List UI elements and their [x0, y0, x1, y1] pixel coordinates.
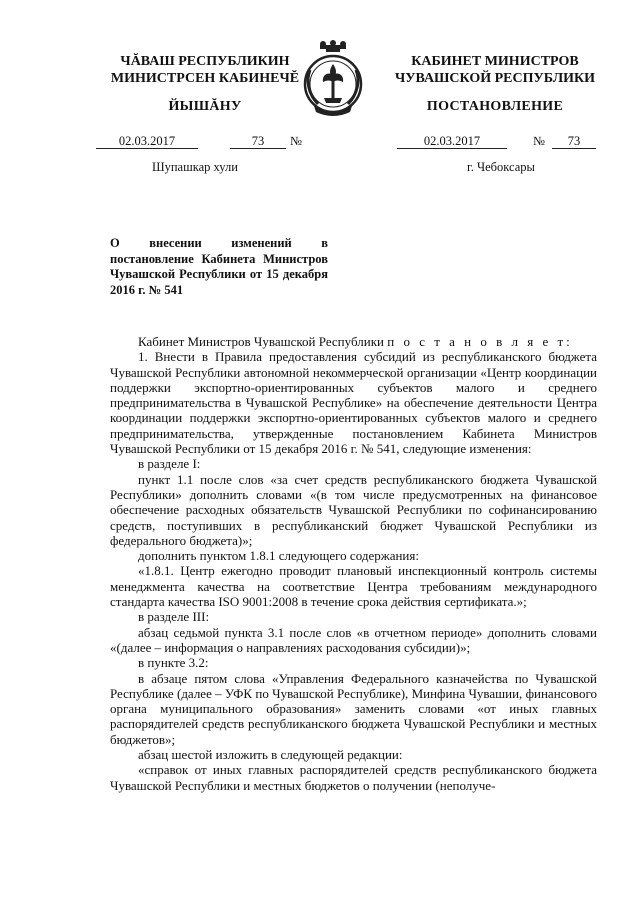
left-date: 02.03.2017 — [96, 134, 198, 149]
body-paragraph: в разделе I: — [138, 456, 201, 472]
body-text-span: Кабинет Министров Чувашской Республики — [138, 334, 384, 349]
body-paragraph: 1. Внести в Правила предоставления субсидий из республиканского бюджета Чувашской Республики автономной некоммерческой организации «Центр координации поддержки экспортно-ориентированных субъектов малого и среднего предпринимательства в Чувашской Республике» на обеспечение деятельности Центра координации поддержки экспортно-ориентированных субъектов малого и среднего предпринимательства, утвержденные постановлением Кабинета Министров Чувашской Республики от 15 декабря 2016 г. № 541, следующие изменения: — [110, 349, 597, 457]
right-number-sign: № — [533, 134, 545, 148]
left-header — [100, 53, 310, 87]
body-paragraph: абзац шестой изложить в следующей редакции: — [138, 747, 403, 763]
body-paragraph: «справок от иных главных распорядителей средств республиканского бюджета Чувашской Республики и местных бюджетов о получении (неполуче- — [110, 762, 597, 793]
body-paragraph: в пункте 3.2: — [138, 655, 209, 671]
chuvash-emblem-icon — [296, 40, 370, 116]
document-body — [110, 334, 597, 793]
document-subject: О внесении изменений в постановление Кабинета Министров Чувашской Республики от 15 декабря 2016 г. № 541 — [110, 236, 328, 297]
body-text-span: п о с т а н о в л я е т: — [387, 334, 573, 349]
body-paragraph: абзац седьмой пункта 3.1 после слов «в отчетном периоде» дополнить словами «(далее – информация о направлениях расходования субсидии)»; — [110, 624, 597, 655]
left-number: 73 — [230, 134, 286, 149]
right-date: 02.03.2017 — [397, 134, 507, 149]
body-paragraph: дополнить пунктом 1.8.1 следующего содержания: — [138, 548, 419, 564]
left-doc-type: ЙЫШĂНУ — [168, 99, 242, 114]
right-header — [380, 53, 610, 87]
right-header-line2: ЧУВАШСКОЙ РЕСПУБЛИКИ — [394, 71, 596, 86]
right-doc-type: ПОСТАНОВЛЕНИЕ — [426, 99, 564, 114]
left-number-sign: № — [290, 134, 302, 148]
left-header-line1: ЧĂВАШ РЕСПУБЛИКИН — [120, 54, 290, 69]
left-header-line2: МИНИСТРСЕН КАБИНЕЧĔ — [110, 71, 300, 86]
body-paragraph: в абзаце пятом слова «Управления Федерального казначейства по Чувашской Республике (далее – УФК по Чувашской Республике), Минфина Чувашии, финансового органа муниципального образования» заменить словами «от иных главных распорядителей средств республиканского бюджета Чувашской Республики и местных бюджетов»; — [110, 670, 597, 747]
right-header-line1: КАБИНЕТ МИНИСТРОВ — [411, 54, 579, 69]
left-city: Шупашкар хули — [152, 160, 238, 174]
body-paragraph: «1.8.1. Центр ежегодно проводит плановый инспекционный контроль системы менеджмента качества на соответствие Центра требованиям международного стандарта качества ISO 9001:2008 в течение срока действия сертификата.»; — [110, 563, 597, 610]
body-paragraph: в разделе III: — [138, 609, 210, 625]
body-paragraph — [110, 334, 597, 349]
body-paragraph: пункт 1.1 после слов «за счет средств республиканского бюджета Чувашской Республики» дополнить словами «(в том числе предусмотренных на финансовое обеспечение расходных обязательств Чувашской Республики по софинансированию средств, поступивших в республиканский бюджет Чувашской Республики из федерального бюджета)»; — [110, 471, 597, 548]
right-city: г. Чебоксары — [467, 160, 535, 174]
right-number: 73 — [552, 134, 596, 149]
